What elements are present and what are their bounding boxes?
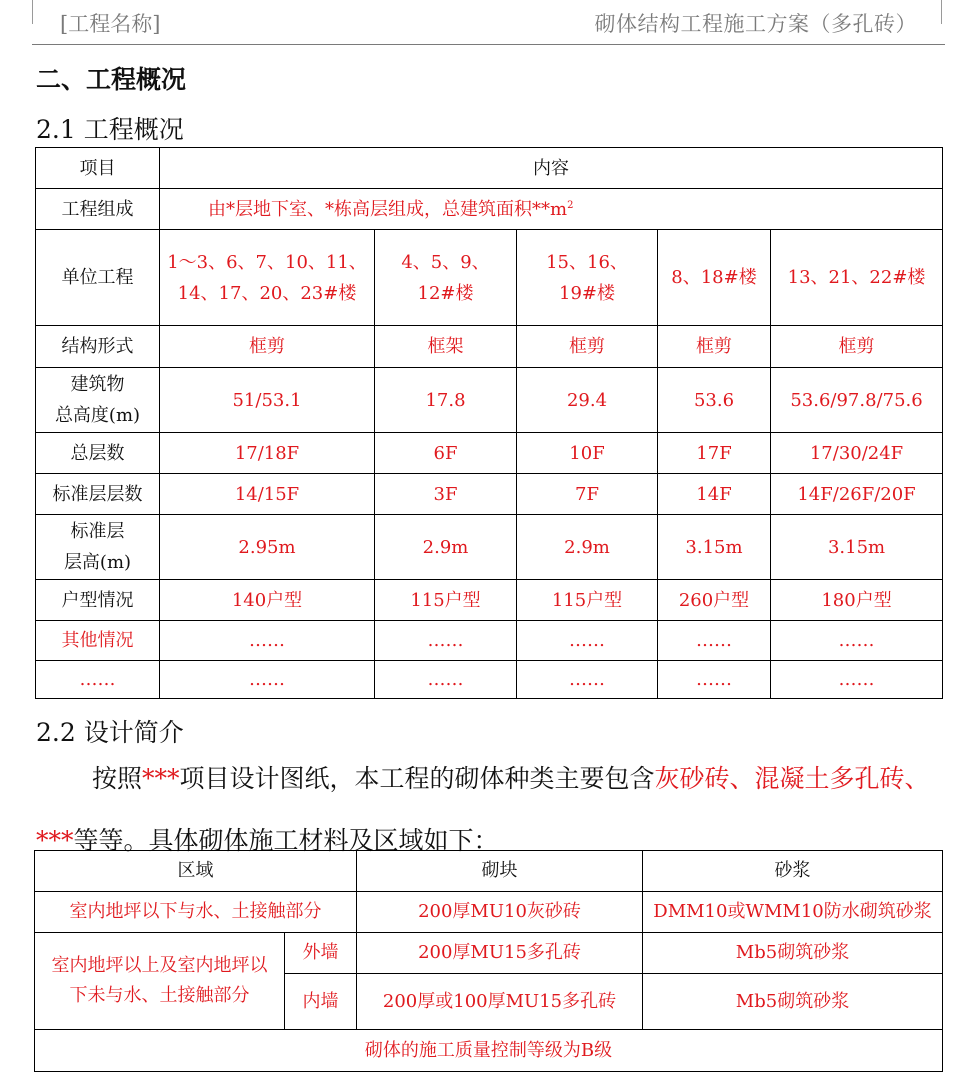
floors-cell: 10F <box>517 433 658 474</box>
header-cell-area: 区域 <box>35 851 357 892</box>
unit-type-cell: 115户型 <box>517 580 658 621</box>
header-corner-mark-left <box>32 0 33 24</box>
structure-cell: 框剪 <box>658 326 771 368</box>
header-cell-item: 项目 <box>36 148 160 189</box>
row-label-line2: 总高度(m) <box>54 405 141 426</box>
unit-cell: 8、18#楼 <box>658 230 771 326</box>
row-label: 工程组成 <box>36 189 160 230</box>
area-cell: 室内地坪以下与水、土接触部分 <box>35 892 357 933</box>
table-row <box>36 474 943 515</box>
std-height-cell: 3.15m <box>658 515 771 580</box>
extra-cell: …… <box>375 661 517 699</box>
mortar-cell: Mb5砌筑砂浆 <box>643 933 943 974</box>
header-project-name: [工程名称] <box>60 12 161 36</box>
section-title: 二、工程概况 <box>36 65 187 94</box>
wall-type-cell: 外墙 <box>285 933 357 974</box>
std-floors-cell: 3F <box>375 474 517 515</box>
header-cell-mortar: 砂浆 <box>643 851 943 892</box>
floors-cell: 17/18F <box>160 433 375 474</box>
row-label: 标准层层数 <box>36 474 160 515</box>
para-highlight: 灰砂砖、混凝土多孔砖、*** <box>36 764 930 855</box>
height-cell: 51/53.1 <box>160 368 375 433</box>
header-cell-content: 内容 <box>160 148 943 189</box>
extra-cell: …… <box>658 661 771 699</box>
floors-cell: 17/30/24F <box>771 433 943 474</box>
row-label: …… <box>36 661 160 699</box>
row-label-line1: 标准层 <box>70 521 125 542</box>
header-cell-block: 砌块 <box>357 851 643 892</box>
unit-cell: 1～3、6、7、10、11、14、17、20、23#楼 <box>160 230 375 326</box>
unit-cell: 4、5、9、12#楼 <box>375 230 517 326</box>
block-cell: 200厚MU15多孔砖 <box>357 933 643 974</box>
block-cell: 200厚MU10灰砂砖 <box>357 892 643 933</box>
unit-cell: 13、21、22#楼 <box>771 230 943 326</box>
other-cell: …… <box>771 621 943 661</box>
area-cell: 室内地坪以上及室内地坪以下未与水、土接触部分 <box>35 933 285 1030</box>
block-cell: 200厚或100厚MU15多孔砖 <box>357 974 643 1030</box>
row-label: 总层数 <box>36 433 160 474</box>
table-row <box>35 851 943 892</box>
other-cell: …… <box>160 621 375 661</box>
table-row <box>36 580 943 621</box>
extra-cell: …… <box>771 661 943 699</box>
header-rule <box>32 44 945 45</box>
row-label-line1: 建筑物 <box>70 374 125 395</box>
subsection-title-overview: 2.1 工程概况 <box>36 115 184 144</box>
table-row <box>36 368 943 433</box>
structure-cell: 框剪 <box>160 326 375 368</box>
table-row <box>36 326 943 368</box>
table-row <box>36 189 943 230</box>
extra-cell: …… <box>160 661 375 699</box>
row-label: 结构形式 <box>36 326 160 368</box>
wall-type-cell: 内墙 <box>285 974 357 1030</box>
std-floors-cell: 14F <box>658 474 771 515</box>
structure-cell: 框架 <box>375 326 517 368</box>
row-label: 户型情况 <box>36 580 160 621</box>
para-highlight: *** <box>142 764 180 793</box>
height-cell: 29.4 <box>517 368 658 433</box>
mortar-cell: DMM10或WMM10防水砌筑砂浆 <box>643 892 943 933</box>
para-text: 等等。具体砌体施工材料及区域如下： <box>73 826 499 855</box>
para-text: 按照 <box>92 764 143 793</box>
table-row <box>36 515 943 580</box>
structure-cell: 框剪 <box>517 326 658 368</box>
table-row <box>36 230 943 326</box>
subsection-title-design: 2.2 设计简介 <box>36 718 184 747</box>
unit-type-cell: 180户型 <box>771 580 943 621</box>
unit-type-cell: 260户型 <box>658 580 771 621</box>
extra-cell: …… <box>517 661 658 699</box>
unit-type-cell: 140户型 <box>160 580 375 621</box>
table-row <box>36 621 943 661</box>
std-floors-cell: 14F/26F/20F <box>771 474 943 515</box>
row-label: 单位工程 <box>36 230 160 326</box>
para-text: 项目设计图纸，本工程的砌体种类主要包含 <box>179 764 655 793</box>
structure-cell: 框剪 <box>771 326 943 368</box>
header-document-title: 砌体结构工程施工方案（多孔砖） <box>594 12 917 36</box>
floors-cell: 6F <box>375 433 517 474</box>
unit-cell: 15、16、19#楼 <box>517 230 658 326</box>
row-label <box>36 515 160 580</box>
other-cell: …… <box>517 621 658 661</box>
height-cell: 53.6 <box>658 368 771 433</box>
quality-grade-cell: 砌体的施工质量控制等级为B级 <box>35 1030 943 1072</box>
other-cell: …… <box>658 621 771 661</box>
superscript-2: 2 <box>567 199 574 211</box>
row-label-line2: 层高(m) <box>63 552 132 573</box>
table-row <box>35 892 943 933</box>
table-row <box>35 933 943 974</box>
composition-value: 由*层地下室、*栋高层组成，总建筑面积**m <box>208 198 568 220</box>
table-row <box>36 148 943 189</box>
std-height-cell: 2.95m <box>160 515 375 580</box>
row-label <box>36 368 160 433</box>
unit-type-cell: 115户型 <box>375 580 517 621</box>
masonry-materials-table <box>34 850 943 1072</box>
row-label: 其他情况 <box>36 621 160 661</box>
header-corner-mark-right <box>941 0 942 24</box>
height-cell: 53.6/97.8/75.6 <box>771 368 943 433</box>
std-floors-cell: 14/15F <box>160 474 375 515</box>
table-row <box>35 1030 943 1072</box>
std-floors-cell: 7F <box>517 474 658 515</box>
other-cell: …… <box>375 621 517 661</box>
height-cell: 17.8 <box>375 368 517 433</box>
mortar-cell: Mb5砌筑砂浆 <box>643 974 943 1030</box>
std-height-cell: 3.15m <box>771 515 943 580</box>
table-row <box>36 661 943 699</box>
floors-cell: 17F <box>658 433 771 474</box>
std-height-cell: 2.9m <box>375 515 517 580</box>
project-overview-table <box>35 147 943 699</box>
std-height-cell: 2.9m <box>517 515 658 580</box>
table-row <box>36 433 943 474</box>
composition-cell <box>160 189 943 230</box>
